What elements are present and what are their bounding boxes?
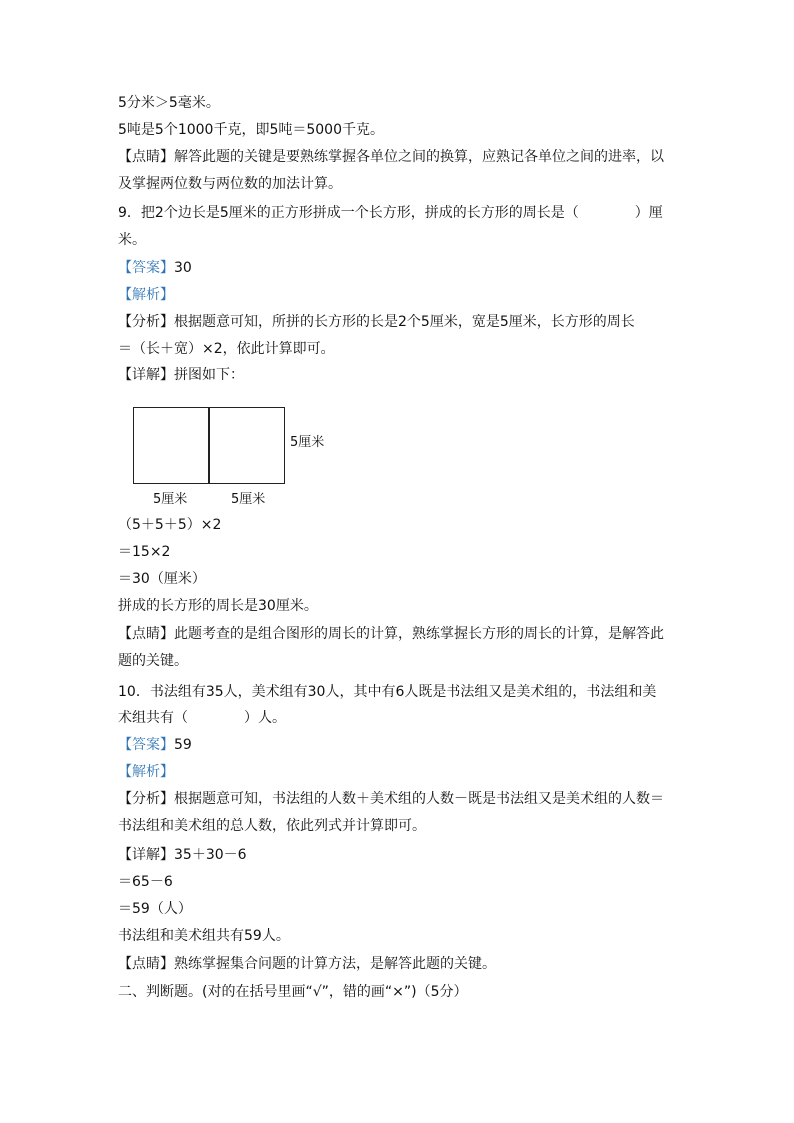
text-line: 【点睛】解答此题的关键是要熟练掌握各单位之间的换算，应熟记各单位之间的进率，以 <box>118 149 664 165</box>
calc-line: ＝15×2 <box>118 544 171 560</box>
calc-line: ＝59（人） <box>118 901 192 917</box>
fenxi-line: 【分析】根据题意可知，书法组的人数＋美术组的人数－既是书法组又是美术组的人数＝ <box>118 791 664 807</box>
dianjing-line: 【点睛】此题考查的是组合图形的周长的计算，熟练掌握长方形的周长的计算，是解答此 <box>118 626 664 642</box>
answer-value: 30 <box>174 260 192 276</box>
dianjing-line: 【点睛】熟练掌握集合问题的计算方法，是解答此题的关键。 <box>118 956 496 972</box>
question-10-cont: 术组共有（ ）人。 <box>118 710 286 726</box>
question-9: 9．把2个边长是5厘米的正方形拼成一个长方形，拼成的长方形的周长是（ ）厘 <box>118 205 663 221</box>
answer-tag: 【答案】 <box>118 737 174 753</box>
dianjing-line: 题的关键。 <box>118 653 188 669</box>
answer-line <box>118 736 192 754</box>
question-10: 10．书法组有35人，美术组有30人，其中有6人既是书法组又是美术组的，书法组和美 <box>118 684 657 700</box>
answer-line <box>118 259 192 277</box>
bottom-label-2: 5厘米 <box>231 492 266 507</box>
fenxi-line: 【分析】根据题意可知，所拼的长方形的长是2个5厘米，宽是5厘米，长方形的周长 <box>118 314 635 330</box>
calc-line: ＝65－6 <box>118 874 173 890</box>
fenxi-line: ＝（长＋宽）×2，依此计算即可。 <box>118 341 335 357</box>
answer-tag: 【答案】 <box>118 260 174 276</box>
answer-value: 59 <box>174 737 192 753</box>
fenxi-line: 书法组和美术组的总人数，依此列式并计算即可。 <box>118 818 426 834</box>
calc-line: 【详解】35＋30－6 <box>118 847 247 863</box>
square-1 <box>133 407 210 484</box>
bottom-label-1: 5厘米 <box>153 492 188 507</box>
analysis-tag: 【解析】 <box>118 287 174 303</box>
calc-line: （5＋5＋5）×2 <box>118 517 222 533</box>
square-2 <box>208 407 285 484</box>
calc-line: 书法组和美术组共有59人。 <box>118 928 290 944</box>
analysis-tag: 【解析】 <box>118 764 174 780</box>
xiangjie-line: 【详解】拼图如下： <box>118 367 244 383</box>
calc-line: ＝30（厘米） <box>118 571 206 587</box>
text-line: 5吨是5个1000千克，即5吨＝5000千克。 <box>118 122 384 138</box>
question-9-cont: 米。 <box>118 232 146 248</box>
text-line: 及掌握两位数与两位数的加法计算。 <box>118 176 342 192</box>
text-line: 5分米＞5毫米。 <box>118 95 220 111</box>
calc-line: 拼成的长方形的周长是30厘米。 <box>118 598 318 614</box>
section-heading: 二、判断题。(对的在括号里画“√”，错的画“×”)（5分） <box>118 984 468 1000</box>
side-label: 5厘米 <box>290 435 325 450</box>
